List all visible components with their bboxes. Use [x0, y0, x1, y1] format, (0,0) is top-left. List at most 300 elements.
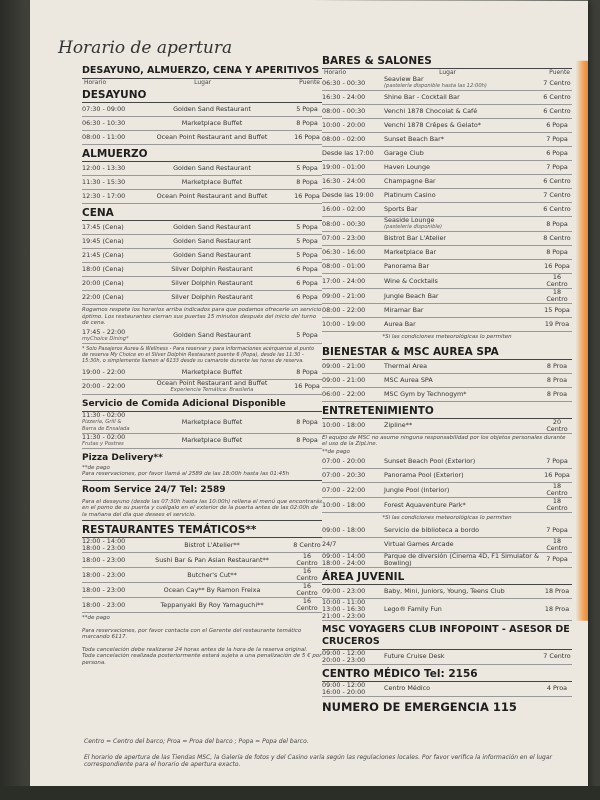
- section-title: Pizza Delivery**: [82, 452, 163, 463]
- section-title: BARES & SALONES: [322, 55, 572, 69]
- place-extra: (pastelería disponible): [384, 224, 443, 230]
- time-value: 12:00 - 14:00 18:00 - 23:00: [82, 537, 126, 552]
- time-value: 10:00 - 18:00: [322, 421, 366, 429]
- row-time: [322, 541, 384, 548]
- row-place: [384, 487, 542, 494]
- section-title: Servicio de Comida Adicional Disponible: [82, 398, 322, 412]
- row-place: [132, 557, 292, 564]
- note-text: Para el desayuno (desde las 07:30h hasta las 10:00h) rellena el menú que encontrarás en el pomo de su puerta y cuélgalo en el exterior de la puerta antes de las 02:00h de la mañana del día que desees el servicio.: [82, 497, 322, 522]
- row-time: [82, 224, 132, 231]
- time-value: 21:45 (Cena): [82, 251, 124, 259]
- table-row: [322, 498, 572, 513]
- place-extra: Experiencia Temática: Brasileña: [170, 386, 254, 393]
- table-row: [322, 175, 572, 189]
- row-place: [384, 108, 542, 115]
- row-place: [384, 472, 542, 479]
- row-place: [132, 120, 292, 127]
- place-name: Ocean Point Restaurant and Buffet: [156, 133, 268, 141]
- row-deck: 6 Popa: [546, 121, 568, 129]
- note-text: * Solo Pasajeros Aurea & Wellness - Para reservar y para informaciones acérquense al punto de reserva My Choice en el Silver Dolphin Restaurant puente 6 (Popa), desde las 11:30 - 15:30h, o simplemente llamen al 6133 desde su camarote durante las horas de reserva.: [82, 345, 315, 364]
- row-place: [384, 685, 542, 692]
- row-time: [322, 249, 384, 256]
- place-name: Ocean Cay** By Ramon Freixa: [163, 585, 261, 594]
- note-text: *Si las condiciones meteorológicas lo permiten: [382, 334, 512, 340]
- row-deck: 6 Centro: [543, 177, 571, 185]
- row-deck: 7 Popa: [546, 163, 568, 171]
- row-place: [384, 278, 542, 285]
- row-time: [322, 206, 384, 213]
- time-value: 06:30 - 00:30: [322, 78, 366, 87]
- row-place: [132, 294, 292, 301]
- table-row: [322, 274, 572, 289]
- table-row: [82, 131, 322, 145]
- time-value: 06:30 - 10:30: [82, 119, 126, 127]
- place-name: Teppanyaki By Roy Yamaguchi**: [160, 600, 264, 609]
- time-value: 19:00 - 22:00: [82, 367, 126, 376]
- place-name: Ocean Point Restaurant and Buffet: [156, 378, 268, 387]
- row-place: [384, 178, 542, 185]
- note-text: Para reservaciones, por favor llamá al 2589 de las 18:00h hasta las 01:45h: [82, 471, 322, 481]
- time-extra: Pizzería, Grill & Barra de Ensalada: [82, 418, 130, 432]
- place-name: Sushi Bar & Pan Asian Restaurant**: [155, 555, 269, 564]
- row-time: [322, 263, 384, 270]
- table-row: [322, 585, 572, 599]
- left-column: [82, 62, 322, 668]
- place-name: Panorama Pool (Exterior): [384, 471, 464, 479]
- row-deck: 18 Centro: [546, 482, 568, 497]
- table-row: [82, 583, 322, 598]
- section-title: CENA: [82, 207, 322, 221]
- table-row: [322, 469, 572, 483]
- place-name: Marketplace Buffet: [181, 178, 243, 186]
- table-row: [82, 291, 322, 305]
- row-place: [384, 502, 542, 509]
- row-time: [322, 150, 384, 157]
- place-name: Golden Sand Restaurant: [173, 164, 251, 172]
- section-title: BIENESTAR & MSC AUREA SPA: [322, 346, 572, 360]
- row-deck: 6 Popa: [546, 149, 568, 157]
- row-deck: 4 Proa: [546, 684, 568, 692]
- time-value: 17:00 - 24:00: [322, 276, 366, 285]
- time-value: 18:00 - 23:00: [82, 585, 126, 594]
- row-deck: 16 Centro: [546, 273, 568, 288]
- place-name: Golden Sand Restaurant: [173, 237, 251, 245]
- table-row: [82, 366, 322, 380]
- place-name: Lego® Family Fun: [384, 604, 442, 613]
- row-place: [384, 606, 542, 613]
- time-value: 07:00 - 20:00: [322, 457, 366, 465]
- time-value: 09:00 - 12:00 16:00 - 20:00: [322, 680, 366, 696]
- row-time: [322, 192, 384, 199]
- table-row: [82, 176, 322, 190]
- row-deck: 7 Popa: [546, 135, 568, 143]
- time-value: 24/7: [322, 540, 337, 548]
- time-value: 08:00 - 11:00: [82, 133, 126, 141]
- note-text: *Si las condiciones meteorológicas lo permiten: [382, 515, 512, 521]
- table-row: [322, 304, 572, 318]
- note-text: Para reservaciones, por favor contacta con el Gerente del restaurante temático marcando 6117.: [82, 627, 302, 640]
- row-place: [132, 106, 292, 113]
- place-name: Centro Médico: [384, 684, 431, 692]
- col-lugar: Lugar: [439, 69, 457, 76]
- section-title: CENTRO MÉDICO Tel: 2156: [322, 668, 572, 682]
- section-title: RESTAURANTES TEMÁTICOS**: [82, 524, 322, 538]
- place-name: Golden Sand Restaurant: [173, 105, 251, 113]
- row-place: [384, 321, 542, 328]
- time-value: 07:00 - 20:30: [322, 471, 366, 479]
- place-name: Zipline**: [384, 421, 413, 429]
- row-deck: 18 Centro: [546, 536, 568, 552]
- row-time: [322, 278, 384, 285]
- place-name: Golden Sand Restaurant: [173, 251, 251, 259]
- row-time: [82, 434, 132, 448]
- row-place: [384, 94, 542, 101]
- row-time: [322, 363, 384, 370]
- row-deck: 8 Popa: [296, 367, 318, 376]
- place-name: Silver Dolphin Restaurant: [171, 279, 253, 287]
- column-headers: Horario Lugar Puente: [84, 79, 320, 86]
- table-row: [322, 524, 572, 538]
- row-place: [132, 542, 292, 549]
- table-row: [82, 538, 322, 553]
- place-name: Garage Club: [384, 149, 424, 157]
- note-text: Toda cancelación debe realizarse 24 horas antes de la hora de la reserva original. Toda cancelación realizada posteriormente estará sujeta a una penalización de 5 € por persona.: [82, 646, 322, 666]
- emergency-number: NUMERO DE EMERGENCIA 115: [322, 699, 517, 714]
- place-name: Marketplace Buffet: [181, 119, 243, 127]
- section-title: Room Service 24/7 Tel: 2589: [82, 484, 226, 495]
- row-deck: 7 Popa: [546, 457, 568, 465]
- place-name: Champagne Bar: [384, 177, 436, 185]
- row-time: [322, 94, 384, 101]
- legend-text: Centro = Centro del barco; Proa = Proa del barco ; Popa = Popa del barco.: [84, 738, 309, 745]
- place-name: Panorama Bar: [384, 262, 430, 270]
- row-place: [384, 377, 542, 384]
- col-puente: Puente: [549, 69, 570, 76]
- row-time: [322, 502, 384, 509]
- row-deck: 16 Centro: [296, 582, 318, 597]
- table-row: [82, 190, 322, 204]
- place-name: Future Cruise Desk: [384, 652, 445, 660]
- place-name: Venchi 1878 Crêpes & Gelato*: [384, 121, 481, 129]
- right-column: [322, 52, 572, 714]
- row-place: [132, 572, 292, 579]
- meals-header: DESAYUNO, ALMUERZO, CENA Y APERITIVOS: [82, 65, 322, 79]
- note-text: El equipo de MSC no asume ninguna responsabilidad por los objetos personales durante el uso de la ZipLine.: [322, 434, 566, 447]
- row-deck: 8 Popa: [546, 248, 568, 256]
- time-value: Desde las 19:00: [322, 191, 374, 199]
- row-place: [132, 179, 292, 186]
- row-time: [322, 108, 384, 115]
- table-row: [322, 650, 572, 665]
- time-value: 09:00 - 21:00: [322, 375, 366, 384]
- time-value: 07:00 - 23:00: [322, 234, 366, 242]
- row-time: [322, 221, 384, 228]
- time-value: 11:30 - 15:30: [82, 178, 126, 186]
- row-place: [384, 293, 542, 300]
- place-name: Sunset Beach Bar*: [384, 135, 444, 143]
- time-value: 16:00 - 02:00: [322, 205, 366, 213]
- row-place: [132, 134, 292, 141]
- place-name: Ocean Point Restaurant and Buffet: [156, 192, 268, 200]
- time-value: 19:45 (Cena): [82, 237, 124, 245]
- time-value: 12:30 - 17:00: [82, 192, 126, 200]
- section-title: MSC VOYAGERS CLUB INFOPOINT - ASESOR DE CRUCEROS: [322, 624, 572, 650]
- row-deck: 15 Popa: [544, 306, 570, 314]
- row-deck: 8 Popa: [296, 178, 318, 186]
- row-time: [82, 538, 132, 552]
- time-value: 08:00 - 22:00: [322, 306, 366, 314]
- row-place: [384, 122, 542, 129]
- place-name: Haven Lounge: [384, 163, 430, 171]
- row-time: [82, 266, 132, 273]
- row-deck: 18 Proa: [544, 586, 570, 595]
- table-row: [82, 380, 322, 395]
- place-name: Servicio de biblioteca a bordo: [384, 525, 480, 534]
- table-row: [322, 189, 572, 203]
- time-value: 09:00 - 23:00: [322, 586, 366, 595]
- place-name: Bistrot Bar L'Atelier: [384, 234, 447, 242]
- row-time: [82, 294, 132, 301]
- row-deck: 7 Popa: [546, 555, 568, 563]
- row-time: [322, 458, 384, 465]
- disclaimer-text: El horario de apertura de las Tiendas MSC, la Galería de fotos y del Casino varía según las regulaciones locales. Por favor verifica la información en el lugar correspondiente para el horario de apertura exacto.: [84, 754, 553, 768]
- place-name: Wine & Cocktails: [384, 276, 438, 285]
- row-deck: 16 Popa: [294, 192, 320, 200]
- row-place: [384, 422, 542, 429]
- row-time: [82, 179, 132, 186]
- row-deck: 18 Centro: [546, 288, 568, 303]
- row-time: [82, 369, 132, 376]
- row-deck: 5 Popa: [296, 105, 318, 113]
- table-row: [322, 203, 572, 217]
- time-value: 08:00 - 00:30: [322, 219, 366, 228]
- row-deck: 6 Popa: [296, 279, 318, 287]
- row-time: [322, 682, 384, 696]
- row-deck: 8 Popa: [296, 119, 318, 127]
- row-deck: 8 Centro: [543, 234, 571, 242]
- row-deck: 7 Centro: [543, 652, 571, 660]
- table-row: [82, 263, 322, 277]
- place-name: Silver Dolphin Restaurant: [171, 265, 253, 273]
- time-value: 22:00 (Cena): [82, 293, 124, 301]
- table-row: [322, 538, 572, 553]
- time-value: 12:00 - 13:30: [82, 164, 126, 172]
- place-name: Forest Aquaventure Park*: [384, 500, 466, 509]
- place-name: Sports Bar: [384, 205, 418, 213]
- time-value: 18:00 - 23:00: [82, 555, 126, 564]
- row-place: [132, 238, 292, 245]
- row-time: [322, 235, 384, 242]
- row-time: [322, 650, 384, 664]
- row-deck: 5 Popa: [296, 164, 318, 172]
- row-deck: 5 Popa: [296, 237, 318, 245]
- row-place: [384, 235, 542, 242]
- row-time: [322, 391, 384, 398]
- place-name: Thermal Area: [384, 361, 428, 370]
- row-deck: 8 Proa: [546, 375, 568, 384]
- note-text: **de pago: [322, 448, 350, 455]
- table-row: [82, 103, 322, 117]
- time-value: 16:30 - 24:00: [322, 177, 366, 185]
- place-name: Jungle Pool (Interior): [384, 485, 450, 494]
- row-deck: 8 Popa: [296, 417, 318, 426]
- place-name: Butcher's Cut**: [187, 570, 237, 579]
- row-place: [384, 307, 542, 314]
- place-name: Golden Sand Restaurant: [173, 223, 251, 231]
- table-row: [322, 76, 572, 91]
- row-time: [82, 329, 132, 343]
- row-deck: 6 Centro: [543, 107, 571, 115]
- place-name: MSC Gym by Technogym*: [384, 389, 467, 398]
- row-place: [384, 150, 542, 157]
- row-time: [82, 165, 132, 172]
- row-deck: 16 Popa: [544, 471, 570, 479]
- time-value: 06:30 - 16:00: [322, 248, 366, 256]
- time-value: 10:00 - 11:00 13:00 - 16:30 21:00 - 23:00: [322, 597, 366, 620]
- place-name: Marketplace Buffet: [181, 367, 243, 376]
- place-name: Virtual Games Arcade: [384, 540, 454, 548]
- time-value: 19:00 - 01:00: [322, 163, 366, 171]
- row-time: [322, 136, 384, 143]
- table-row: [82, 329, 322, 344]
- place-name: Sunset Beach Pool (Exterior): [384, 457, 476, 465]
- row-time: [322, 164, 384, 171]
- orange-brochure-edge: [576, 61, 588, 621]
- row-time: [322, 487, 384, 494]
- time-extra: Frutas y Postres: [82, 440, 124, 447]
- row-time: [322, 377, 384, 384]
- table-row: [82, 117, 322, 131]
- row-place: Golden Sand Restaurant: [173, 331, 251, 339]
- row-place: [132, 380, 292, 394]
- place-name: Aurea Bar: [384, 320, 416, 328]
- table-row: [322, 553, 572, 568]
- right-groups: [322, 55, 572, 714]
- time-value: 11:30 - 02:00: [82, 410, 126, 419]
- time-value: 07:30 - 09:00: [82, 105, 126, 113]
- row-place: [384, 249, 542, 256]
- place-name: Miramar Bar: [384, 306, 424, 314]
- row-deck: 16 Popa: [544, 262, 570, 270]
- time-value: 07:00 - 22:00: [322, 485, 366, 494]
- row-time: [82, 383, 132, 390]
- table-row: [322, 133, 572, 147]
- row-place: [132, 252, 292, 259]
- note-text: Rogamos respete los horarios arriba indicados para que podamos ofrecerle un servicio óptimo. Los restaurantes cierran sus puertas 15 minutos después del inicio del turno de cena.: [82, 307, 322, 326]
- row-place: [132, 437, 292, 444]
- place-name: Shine Bar - Cocktail Bar: [384, 93, 460, 101]
- time-value: 09:00 - 12:00 20:00 - 23:00: [322, 648, 366, 664]
- row-place: [132, 193, 292, 200]
- table-row: [322, 388, 572, 402]
- row-deck: 7 Centro: [543, 78, 571, 87]
- row-place: [384, 76, 542, 90]
- row-deck: 5 Popa: [296, 223, 318, 231]
- table-row: [322, 147, 572, 161]
- row-place: [384, 541, 542, 548]
- time-value: 09:00 - 21:00: [322, 361, 366, 370]
- row-time: [82, 557, 132, 564]
- row-time: [82, 134, 132, 141]
- table-row: [82, 221, 322, 235]
- row-time: [322, 472, 384, 479]
- table-row: [322, 289, 572, 304]
- row-place: [132, 369, 292, 376]
- section-title: DESAYUNO: [82, 89, 322, 103]
- row-place: [132, 165, 292, 172]
- row-deck: 8 Popa: [546, 219, 568, 228]
- note-text: **de pago: [82, 615, 110, 621]
- page-title: Horario de apertura: [58, 38, 233, 58]
- place-name: Silver Dolphin Restaurant: [171, 293, 253, 301]
- row-deck: 8 Proa: [546, 389, 568, 398]
- row-time: [322, 599, 384, 620]
- time-value: 18:00 - 23:00: [82, 570, 126, 579]
- table-row: [322, 419, 572, 434]
- row-deck: 6 Centro: [543, 205, 571, 213]
- table-row: [322, 360, 572, 374]
- row-time: [82, 252, 132, 259]
- time-value: 16:30 - 24:00: [322, 93, 366, 101]
- row-deck: 6 Popa: [296, 265, 318, 273]
- row-place: [384, 136, 542, 143]
- row-place: [132, 419, 292, 426]
- table-row: [322, 105, 572, 119]
- row-time: [322, 588, 384, 595]
- table-row: [82, 412, 322, 434]
- place-name: Baby, Mini, Juniors, Young, Teens Club: [384, 586, 505, 595]
- time-value: 20:00 - 22:00: [82, 382, 126, 390]
- row-deck: 5 Popa: [296, 331, 318, 339]
- row-time: [322, 293, 384, 300]
- place-name: Seaside Lounge: [384, 216, 435, 224]
- row-deck: 8 Proa: [546, 361, 568, 370]
- table-row: [322, 483, 572, 498]
- row-deck: 18 Centro: [546, 497, 568, 512]
- row-place: [384, 363, 542, 370]
- table-row: [322, 374, 572, 388]
- row-place: [132, 266, 292, 273]
- row-time: [322, 321, 384, 328]
- table-row: [82, 235, 322, 249]
- time-value: 08:00 - 02:00: [322, 135, 366, 143]
- row-deck: 16 Centro: [296, 597, 318, 612]
- table-row: [322, 119, 572, 133]
- row-place: [132, 224, 292, 231]
- table-row: [322, 91, 572, 105]
- row-time: [82, 106, 132, 113]
- left-groups: [82, 89, 322, 668]
- table-row: [322, 260, 572, 274]
- table-row: [322, 682, 572, 697]
- time-value: 11:30 - 02:00: [82, 432, 126, 441]
- time-value: 18:00 - 23:00: [82, 600, 126, 609]
- row-time: [82, 280, 132, 287]
- section-title: ÁREA JUVENIL: [322, 571, 572, 585]
- place-name: Venchi 1878 Chocolat & Café: [384, 107, 478, 115]
- time-value: 20:00 (Cena): [82, 279, 124, 287]
- place-name: Marketplace Buffet: [181, 417, 243, 426]
- row-deck: 20 Centro: [546, 417, 568, 433]
- place-name: MSC Aurea SPA: [384, 375, 433, 384]
- time-value: 09:00 - 18:00: [322, 525, 366, 534]
- time-value: 08:00 - 01:00: [322, 262, 366, 270]
- time-extra: myChoice Dining*: [82, 335, 129, 342]
- place-name: Marketplace Bar: [384, 248, 437, 256]
- place-name: Platinum Casino: [384, 191, 436, 199]
- table-row: [82, 598, 322, 613]
- row-place: [132, 280, 292, 287]
